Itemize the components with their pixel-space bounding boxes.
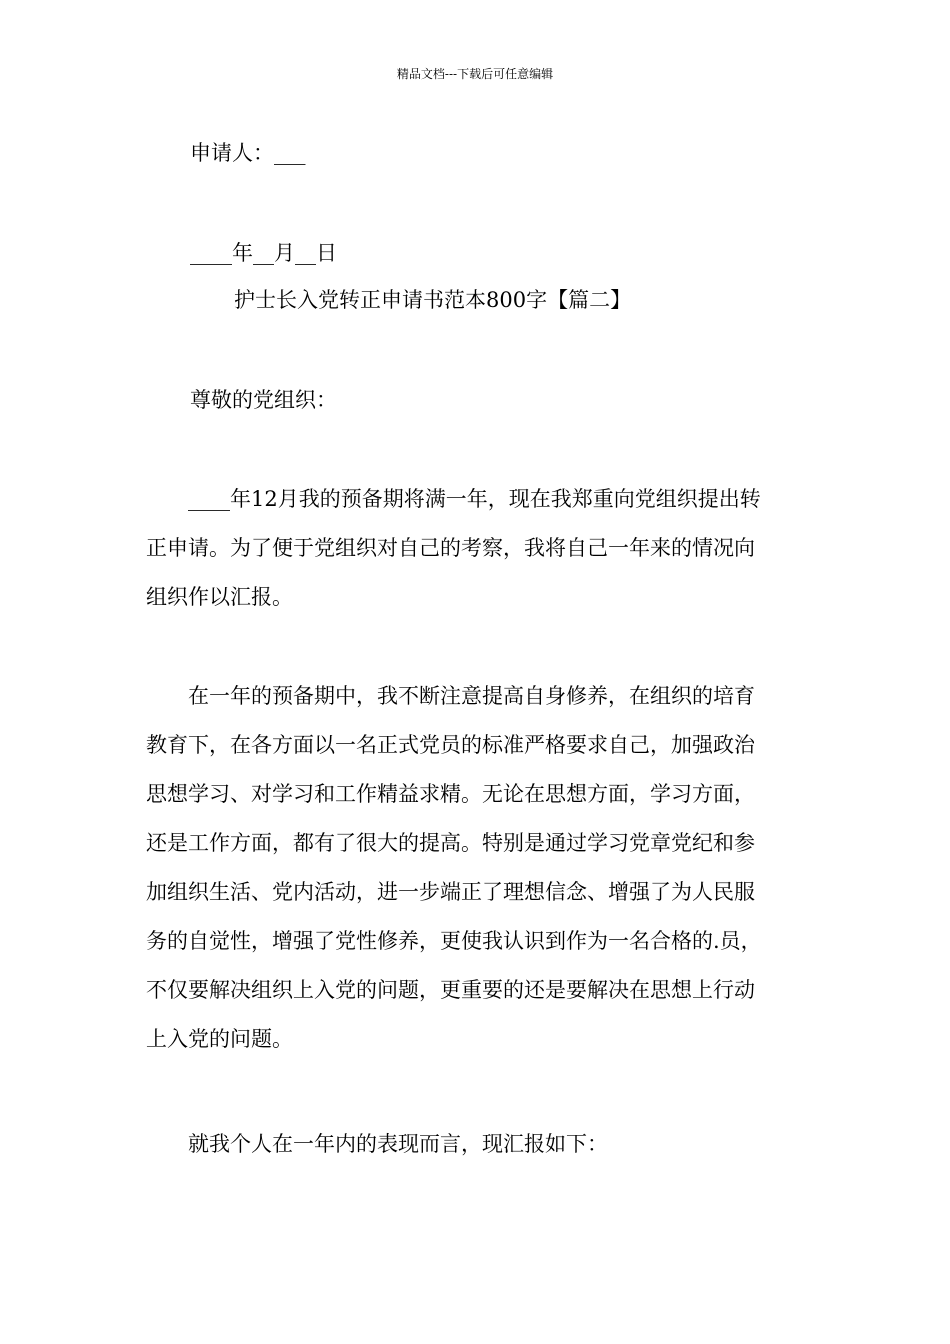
salutation: 尊敬的党组织： [190, 388, 337, 412]
paragraph-line: 还是工作方面，都有了很大的提高。特别是通过学习党章党纪和参 [146, 831, 755, 855]
paragraph-line: 务的自觉性，增强了党性修养，更使我认识到作为一名合格的.员， [146, 929, 762, 953]
paragraph-line: 不仅要解决组织上入党的问题，更重要的还是要解决在思想上行动 [146, 978, 755, 1002]
applicant-line: 申请人：___ [190, 141, 306, 165]
date-line: ____年__月__日 [190, 241, 337, 265]
paragraph-line: 上入党的问题。 [146, 1027, 293, 1051]
paragraph-line: 就我个人在一年内的表现而言，现汇报如下： [146, 1132, 608, 1156]
paragraph-line: ____年12月我的预备期将满一年，现在我郑重向党组织提出转 [146, 487, 761, 511]
page-header: 精品文档---下载后可任意编辑 [396, 67, 554, 81]
paragraph-3 [146, 1120, 826, 1169]
paragraph-1 [146, 475, 826, 622]
paragraph-line: 正申请。为了便于党组织对自己的考察，我将自己一年来的情况向 [146, 536, 755, 560]
document-title: 护士长入党转正申请书范本800字【篇二】 [234, 288, 632, 312]
paragraph-line: 思想学习、对学习和工作精益求精。无论在思想方面，学习方面， [146, 782, 755, 806]
paragraph-line: 加组织生活、党内活动，进一步端正了理想信念、增强了为人民服 [146, 880, 755, 904]
paragraph-2 [146, 672, 826, 1064]
paragraph-line: 组织作以汇报。 [146, 585, 293, 609]
paragraph-line: 在一年的预备期中，我不断注意提高自身修养，在组织的培育 [146, 684, 755, 708]
paragraph-line: 教育下，在各方面以一名正式党员的标准严格要求自己，加强政治 [146, 733, 755, 757]
